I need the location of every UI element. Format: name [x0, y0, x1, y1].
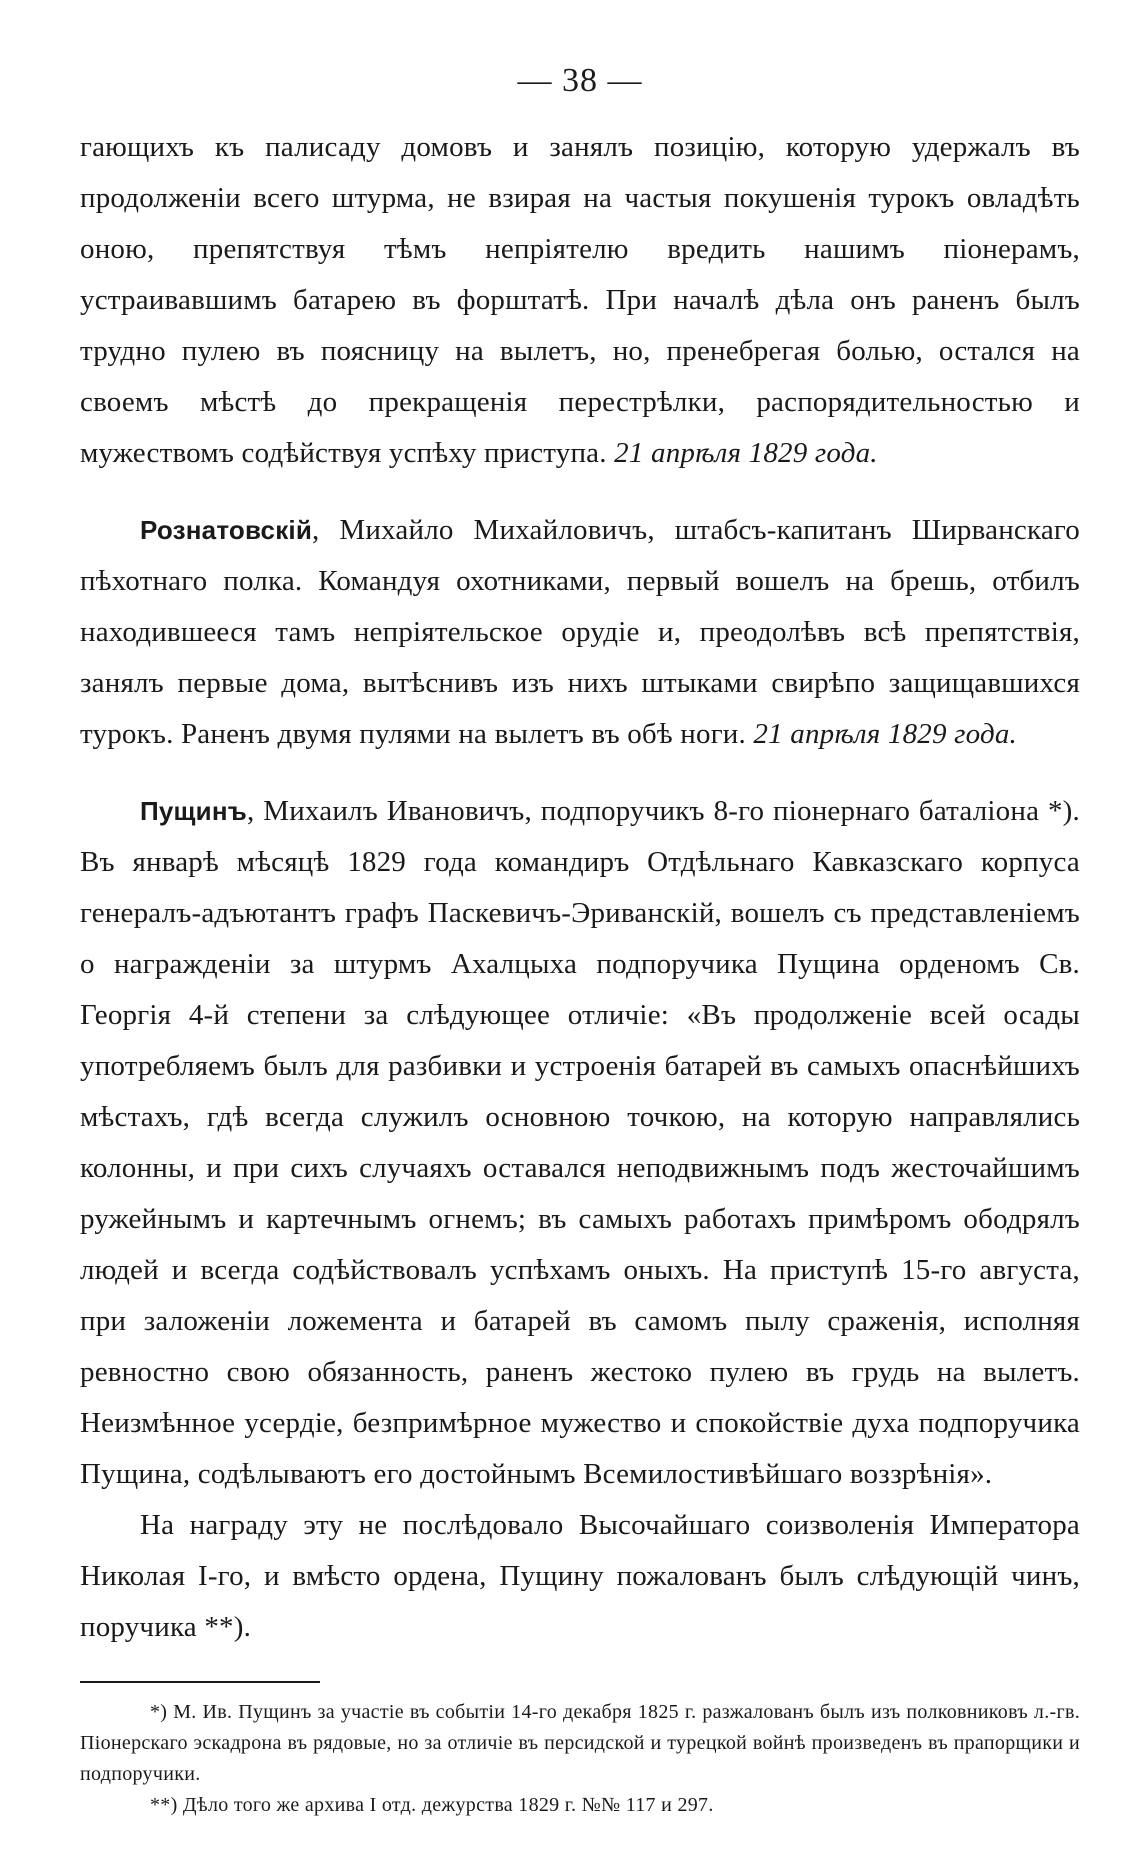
paragraph-text: гающихъ къ палисаду домовъ и занялъ позицію, которую удержалъ въ продолженіи всего штурма, не взирая на частыя покушенія турокъ овладѣть оною, препятствуя тѣмъ непріятелю вредить нашимъ піонерамъ, устраивавшимъ батарею въ форштатѣ. При началѣ дѣла онъ раненъ былъ трудно пулею въ поясницу на вылетъ, но, пренебрегая болью, остался на своемъ мѣстѣ до прекращенія перестрѣлки, распорядительностью и мужествомъ содѣйствуя успѣху приступа.: [80, 131, 1080, 469]
entry-name: Рознатовскій: [140, 515, 313, 545]
entry-name: Пущинъ: [140, 796, 247, 826]
entry-text: , Михайло Михайловичъ, штабсъ-капитанъ Ширванскаго пѣхотнаго полка. Командуя охотниками, первый вошелъ на брешь, отбилъ находившееся тамъ непріятельское орудіе и, преодолѣвъ всѣ препятствія, занялъ первые дома, вытѣснивъ изъ нихъ штыками свирѣпо защищавшихся турокъ. Раненъ двумя пулями на вылетъ въ обѣ ноги.: [80, 514, 1080, 750]
paragraph-continued: [80, 122, 1080, 479]
entry-pushchin: [80, 786, 1080, 1500]
date-italic: 21 апрѣля 1829 года.: [753, 718, 1017, 750]
footnote-divider: [80, 1681, 320, 1683]
page-number: — 38 —: [517, 62, 643, 99]
footnote-1: *) М. Ив. Пущинъ за участіе въ событіи 14-го декабря 1825 г. разжалованъ былъ изъ полковниковъ л.-гв. Піонерскаго эскадрона въ рядовые, но за отличіе въ персидской и турецкой войнѣ произведенъ въ прапорщики и подпоручики.: [80, 1701, 1080, 1785]
paragraph-reward: [80, 1500, 1080, 1653]
date-italic: 21 апрѣля 1829 года.: [614, 437, 878, 469]
entry-roznatovsky: [80, 505, 1080, 760]
footnote-2: **) Дѣло того же архива I отд. дежурства 1829 г. №№ 117 и 297.: [150, 1794, 714, 1816]
paragraph-text: На награду эту не послѣдовало Высочайшаго соизволенія Императора Николая I-го, и вмѣсто ордена, Пущину пожалованъ былъ слѣдующій чинъ, поручика **).: [80, 1509, 1080, 1643]
entry-text: , Михаилъ Ивановичъ, подпоручикъ 8-го піонернаго баталіона *). Въ январѣ мѣсяцѣ 1829 года командиръ Отдѣльнаго Кавказскаго корпуса генералъ-адъютантъ графъ Паскевичъ-Эриванскій, вошелъ съ представленіемъ о награжденіи за штурмъ Ахалцыха подпоручика Пущина орденомъ Св. Георгія 4-й степени за слѣдующее отличіе: «Въ продолженіе всей осады употребляемъ былъ для разбивки и устроенія батарей въ самыхъ опаснѣйшихъ мѣстахъ, гдѣ всегда служилъ основною точкою, на которую направлялись колонны, и при сихъ случаяхъ оставался неподвижнымъ подъ жесточайшимъ ружейнымъ и картечнымъ огнемъ; въ самыхъ работахъ примѣромъ ободрялъ людей и всегда содѣйствовалъ успѣхамъ оныхъ. На приступѣ 15-го августа, при заложеніи ложемента и батарей въ самомъ пылу сраженія, исполняя ревностно свою обязанность, раненъ жестоко пулею въ грудь на вылетъ. Неизмѣнное усердіе, безпримѣрное мужество и спокойствіе духа подпоручика Пущина, содѣлываютъ его достойнымъ Всемилостивѣйшаго воззрѣнія».: [80, 795, 1080, 1490]
